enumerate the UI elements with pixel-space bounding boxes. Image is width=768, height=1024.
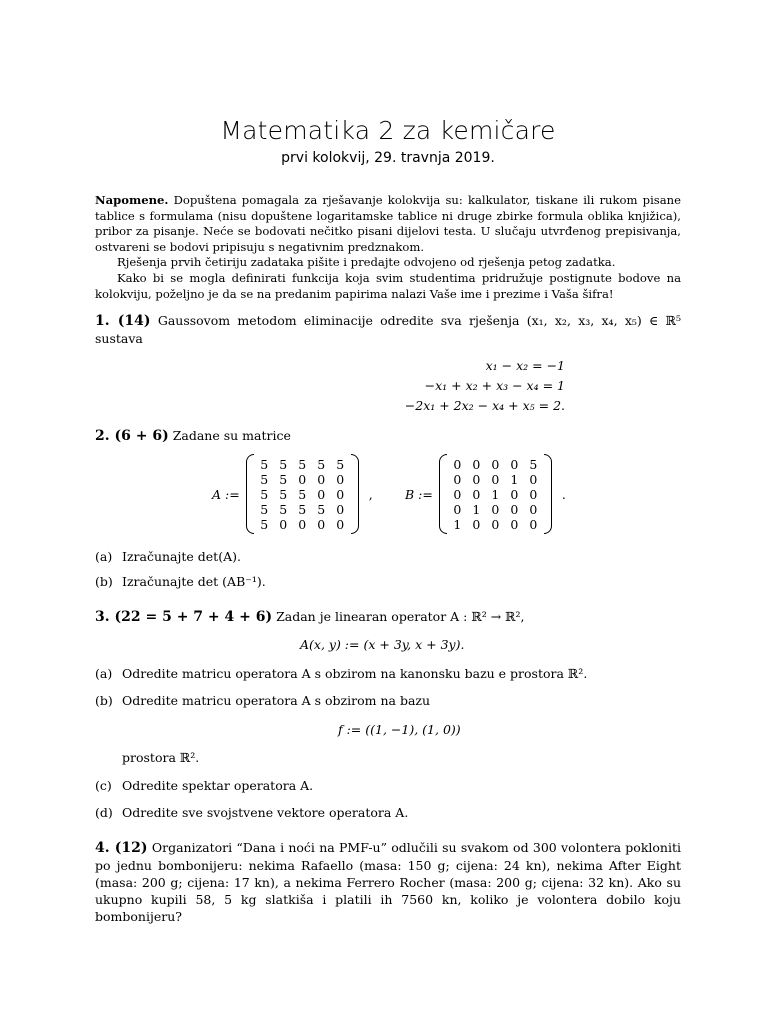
- matrix-a-cell: 0: [298, 471, 307, 487]
- task-3-basis-tail: prostora ℝ².: [122, 750, 200, 765]
- matrix-b-cell: 1: [510, 471, 519, 487]
- page-title: Matematika 2 za kemičare: [220, 116, 556, 145]
- matrix-a-right-bracket: [351, 454, 359, 534]
- matrix-a-cell: 0: [336, 486, 345, 502]
- matrix-b-cell: 0: [510, 456, 519, 472]
- item-text: Izračunajte det (AB⁻¹).: [122, 574, 266, 589]
- matrix-a-left-bracket: [246, 454, 254, 534]
- matrix-b-cell: 0: [453, 456, 462, 472]
- notes-paragraph-2: Rješenja prvih četiriju zadataka pišite i predajte odvojeno od rješenja petog zadatka.: [117, 255, 616, 270]
- matrix-a-cell: 5: [317, 501, 326, 517]
- matrix-a-cell: 5: [260, 516, 269, 532]
- matrix-a-cell: 5: [260, 471, 269, 487]
- matrix-a-cell: 0: [298, 516, 307, 532]
- notes-paragraph-1: Dopuštena pomagala za rješavanje kolokvija su: kalkulator, tiskane ili rukom pisane tablice s formulama (nisu dopuštene logaritamske tablice ni druge zbirke formula oblika knjižica), pribor za pisanje. Neće se bodovati nečitko pisani dijelovi testa. U slučaju utvrđenog prepisivanja, ostvareni se bodovi pripisuju s negativnim predznakom.: [95, 193, 681, 254]
- matrix-b-cell: 0: [529, 471, 538, 487]
- matrix-a-cell: 0: [279, 516, 288, 532]
- matrix-b-cell: 0: [510, 501, 519, 517]
- matrix-b-cell: 0: [453, 486, 462, 502]
- matrix-b-cell: 1: [491, 486, 500, 502]
- item-text: Odredite matricu operatora A s obzirom na bazu: [122, 693, 431, 708]
- matrix-a-cell: 5: [279, 471, 288, 487]
- matrix-b-label: B :=: [405, 486, 433, 502]
- matrix-a-cell: 0: [317, 516, 326, 532]
- matrix-a-cell: 5: [336, 456, 345, 472]
- task-2-item-b: [95, 574, 266, 589]
- matrix-a-cell: 5: [298, 486, 307, 502]
- matrix-a-grid: [254, 457, 351, 532]
- task-2: [95, 427, 681, 445]
- matrix-b-cell: 0: [491, 471, 500, 487]
- matrix-a-cell: 5: [279, 501, 288, 517]
- matrix-b: [405, 454, 566, 534]
- matrix-a-cell: 0: [317, 471, 326, 487]
- task-3-formula: A(x, y) := (x + 3y, x + 3y).: [300, 637, 465, 652]
- matrix-a-cell: 5: [260, 501, 269, 517]
- matrix-a-cell: 5: [279, 486, 288, 502]
- matrix-b-cell: 0: [472, 486, 481, 502]
- matrix-b-cell: 0: [510, 486, 519, 502]
- item-text: Izračunajte det(A).: [122, 549, 241, 564]
- matrix-a-cell: 0: [336, 501, 345, 517]
- matrix-a-cell: 5: [260, 456, 269, 472]
- task-3-item-d: [95, 805, 408, 820]
- matrix-b-cell: 0: [472, 456, 481, 472]
- matrix-a-cell: 5: [298, 456, 307, 472]
- matrix-a-cell: 5: [260, 486, 269, 502]
- matrix-b-cell: 0: [491, 501, 500, 517]
- item-label: (b): [95, 574, 113, 589]
- matrix-b-cell: 5: [529, 456, 538, 472]
- matrix-a-cell: 5: [279, 456, 288, 472]
- task-4: [95, 839, 681, 925]
- matrix-b-left-bracket: [439, 454, 447, 534]
- matrix-b-cell: 1: [472, 501, 481, 517]
- item-label: (b): [95, 693, 113, 708]
- matrix-b-cell: 0: [529, 501, 538, 517]
- task-4-number: 4. (12): [95, 840, 148, 856]
- task-3-item-c: [95, 778, 313, 793]
- notes-paragraph-3: Kako bi se mogla definirati funkcija koja svim studentima pridružuje postignute bodove na kolokviju, poželjno je da se na predanim papirima nalazi Vaše ime i prezime i Vaša šifra!: [95, 270, 681, 301]
- task-1-equation-1: x₁ − x₂ = −1: [485, 358, 565, 373]
- item-label: (a): [95, 666, 113, 681]
- task-1: [95, 312, 681, 347]
- matrix-sep: ,: [368, 486, 373, 502]
- matrix-b-right-bracket: [544, 454, 552, 534]
- matrix-a-label: A :=: [212, 486, 240, 502]
- notes-heading: Napomene.: [95, 193, 169, 207]
- matrix-b-grid: [447, 457, 544, 532]
- matrix-b-cell: 0: [472, 516, 481, 532]
- item-text: Odredite spektar operatora A.: [122, 778, 314, 793]
- task-3-text: Zadan je linearan operator A : ℝ² → ℝ²,: [276, 609, 525, 624]
- task-2-number: 2. (6 + 6): [95, 428, 169, 444]
- item-label: (d): [95, 805, 113, 820]
- task-1-equation-3: −2x₁ + 2x₂ − x₄ + x₅ = 2.: [404, 398, 565, 413]
- task-3-number: 3. (22 = 5 + 7 + 4 + 6): [95, 609, 273, 625]
- task-2-text: Zadane su matrice: [172, 428, 291, 443]
- task-3: [95, 608, 681, 626]
- matrix-b-cell: 1: [453, 516, 462, 532]
- page-subtitle: prvi kolokvij, 29. travnja 2019.: [281, 150, 495, 166]
- matrix-a-cell: 0: [336, 516, 345, 532]
- matrix-b-cell: 0: [510, 516, 519, 532]
- notes-section: [95, 193, 681, 302]
- task-1-number: 1. (14): [95, 313, 151, 329]
- matrix-b-cell: 0: [491, 516, 500, 532]
- matrix-a-cell: 0: [317, 486, 326, 502]
- matrix-b-cell: 0: [529, 516, 538, 532]
- task-3-basis: f := ((1, −1), (1, 0)): [338, 722, 461, 737]
- matrix-a-cell: 5: [298, 501, 307, 517]
- matrix-a-cell: 5: [317, 456, 326, 472]
- matrix-b-cell: 0: [472, 471, 481, 487]
- task-1-equation-2: −x₁ + x₂ + x₃ − x₄ = 1: [424, 378, 565, 393]
- task-4-text: Organizatori “Dana i noći na PMF-u” odlučili su svakom od 300 volontera pokloniti po jednu bombonijeru: nekima Rafaello (masa: 150 g; cijena: 24 kn), nekima After Eight (masa: 200 g; cijena: 17 kn), a nekima Ferrero Rocher (masa: 200 g; cijena: 32 kn). Ako su ukupno kupili 58, 5 kg slatkiša i platili ih 7560 kn, koliko je volontera dobilo koju bombonijeru?: [95, 840, 681, 924]
- matrix-b-cell: 0: [529, 486, 538, 502]
- task-2-item-a: [95, 549, 241, 564]
- matrix-b-cell: 0: [453, 501, 462, 517]
- item-label: (a): [95, 549, 113, 564]
- item-text: Odredite sve svojstvene vektore operatora A.: [122, 805, 409, 820]
- item-label: (c): [95, 778, 112, 793]
- matrix-a: [212, 454, 373, 534]
- matrix-a-cell: 0: [336, 471, 345, 487]
- task-3-item-a: [95, 666, 587, 681]
- task-1-text: Gaussovom metodom eliminacije odredite sva rješenja (x₁, x₂, x₃, x₄, x₅) ∈ ℝ⁵ sustava: [95, 313, 681, 346]
- task-3-item-b: [95, 693, 430, 708]
- matrix-b-cell: 0: [453, 471, 462, 487]
- matrix-end: .: [561, 486, 566, 502]
- item-text: Odredite matricu operatora A s obzirom na kanonsku bazu e prostora ℝ².: [122, 666, 588, 681]
- matrix-b-cell: 0: [491, 456, 500, 472]
